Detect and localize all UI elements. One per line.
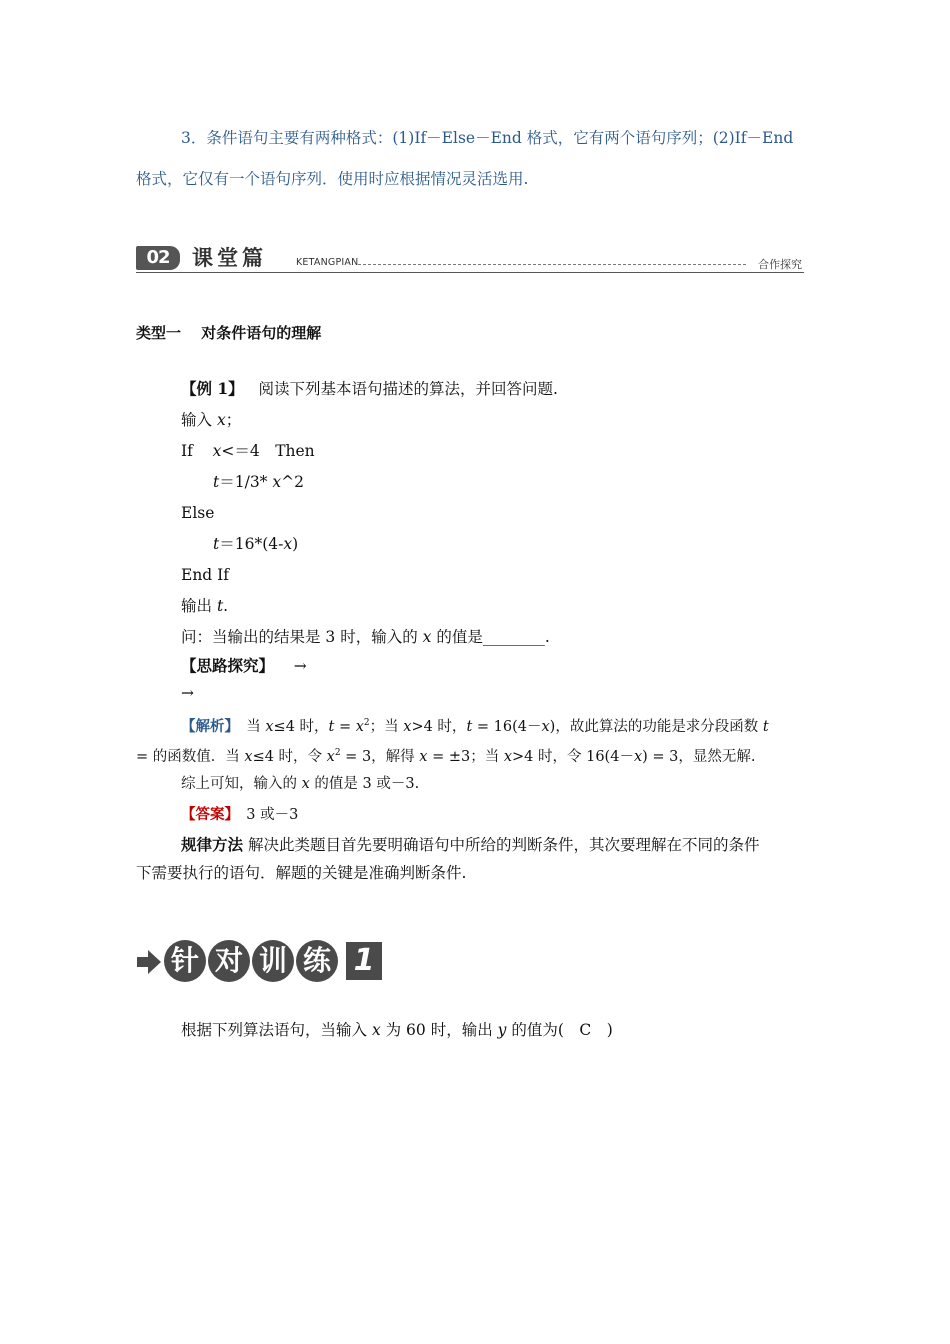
code-var: t [213,535,220,553]
question-var: x [422,628,432,646]
code-var: x [216,411,226,429]
analysis-text: 当 [231,718,266,735]
question-text: 根据下列算法语句，当输入 [181,1021,372,1039]
code-input-line [181,410,241,430]
training-number: 1 [346,942,382,980]
analysis-var: t [762,718,769,735]
analysis-text: = 3，解得 [340,748,420,765]
code-text: ^2 [281,473,304,491]
banner-dashed-line [358,264,746,265]
section-banner [136,245,804,273]
code-var: t [216,597,224,615]
example-question [181,627,550,647]
analysis-var: x [503,748,513,765]
arrow-icon: → [293,657,307,675]
answer-text: 3 或－3 [231,807,299,823]
analysis-text: ≤4 时，令 [252,748,327,765]
section-title: 课堂篇 [192,246,267,270]
training-char: 针 [164,940,206,982]
analysis-tag: 【解析】 [181,717,232,735]
analysis-text: 的值是 3 或－3. [309,776,420,792]
type-heading: 类型一 对条件语句的理解 [136,324,322,342]
code-t2-line [213,534,298,554]
section-right-label: 合作探究 [758,258,802,271]
code-text: ) [292,535,299,553]
analysis-var: x [541,718,550,735]
analysis-sup: 2 [363,718,370,728]
analysis-text: ) = 3，显然无解. [642,748,756,765]
analysis-text: >4 时， [411,718,467,735]
question-text: 问：当输出的结果是 3 时，输入的 [181,628,423,646]
training-banner [136,940,396,984]
analysis-text: = 16(4－ [472,718,542,735]
code-text: ＝16*(4- [219,535,284,553]
training-char: 练 [296,940,338,982]
analysis-var: x [419,748,428,765]
question-text: 的值是________. [431,628,550,646]
code-keyword: If [181,442,193,460]
training-title [164,940,338,982]
analysis-text: 综上可知，输入的 [181,776,302,792]
analysis-line-1 [181,713,769,737]
code-var: x [283,535,293,553]
training-char: 对 [208,940,250,982]
analysis-text: >4 时，令 16(4－ [512,748,634,765]
code-text: ＝1/3* [219,473,273,491]
analysis-var: x [633,748,643,765]
code-var: x [212,442,222,460]
question-var: x [371,1021,381,1039]
code-t1-line [213,472,304,492]
answer-tag: 【答案】 [181,806,232,823]
method-line-2: 下需要执行的语句．解题的关键是准确判断条件. [136,864,467,882]
training-question [181,1020,613,1040]
code-text: . [223,597,229,615]
analysis-text: ；当 [369,718,404,735]
section-number-badge: 02 [136,246,180,270]
code-text: 输出 [181,597,217,615]
analysis-line-2 [136,743,756,767]
intro-line-1: 3．条件语句主要有两种格式：(1)If－Else－End 格式，它有两个语句序列；(2)If－End [181,129,794,147]
example-tag: 【例 1】 [181,379,244,398]
method-tag: 规律方法 [181,836,244,854]
method-text: 解决此类题目首先要明确语句中所给的判断条件，其次要理解在不同的条件 [243,836,760,854]
thinking-tag: 【思路探究】 [181,656,275,675]
code-text: ； [225,411,242,429]
analysis-var: x [326,748,335,765]
banner-baseline [136,272,804,273]
question-text: 的值为( C ) [506,1021,613,1039]
analysis-sup: 2 [334,748,341,758]
analysis-text: )，故此算法的功能是求分段函数 [549,718,763,735]
analysis-var: x [301,776,310,792]
question-text: 为 60 时，输出 [380,1021,498,1039]
code-output-line [181,596,228,616]
code-var: x [272,473,282,491]
analysis-text: ≤4 时， [273,718,329,735]
analysis-text: = 的函数值．当 [136,748,245,765]
code-var: t [213,473,220,491]
thinking-line [181,656,307,676]
code-endif-line: End If [181,566,230,584]
analysis-var: x [403,718,412,735]
analysis-line-3 [181,774,419,794]
answer-line [181,805,298,825]
code-text: 输入 [181,411,217,429]
arrow-icon: → [181,684,194,702]
code-else-line: Else [181,504,215,522]
training-char: 训 [252,940,294,982]
example-prompt: 阅读下列基本语句描述的算法，并回答问题. [258,380,558,398]
analysis-text: = [334,718,356,735]
method-line-1 [181,835,759,855]
analysis-var: x [265,718,274,735]
section-subtitle: KETANGPIAN [296,257,359,268]
code-if-line [181,441,315,461]
code-text: <＝4 Then [221,442,315,460]
analysis-var: t [328,718,335,735]
question-var: y [497,1021,507,1039]
analysis-var: t [466,718,473,735]
analysis-var: x [355,718,364,735]
thinking-arrow-line [181,683,194,703]
intro-line-2: 格式，它仅有一个语句序列．使用时应根据情况灵活选用. [136,170,529,188]
arrow-right-icon [136,948,162,976]
example-line [181,379,558,399]
analysis-var: x [244,748,253,765]
analysis-text: = ±3；当 [427,748,504,765]
